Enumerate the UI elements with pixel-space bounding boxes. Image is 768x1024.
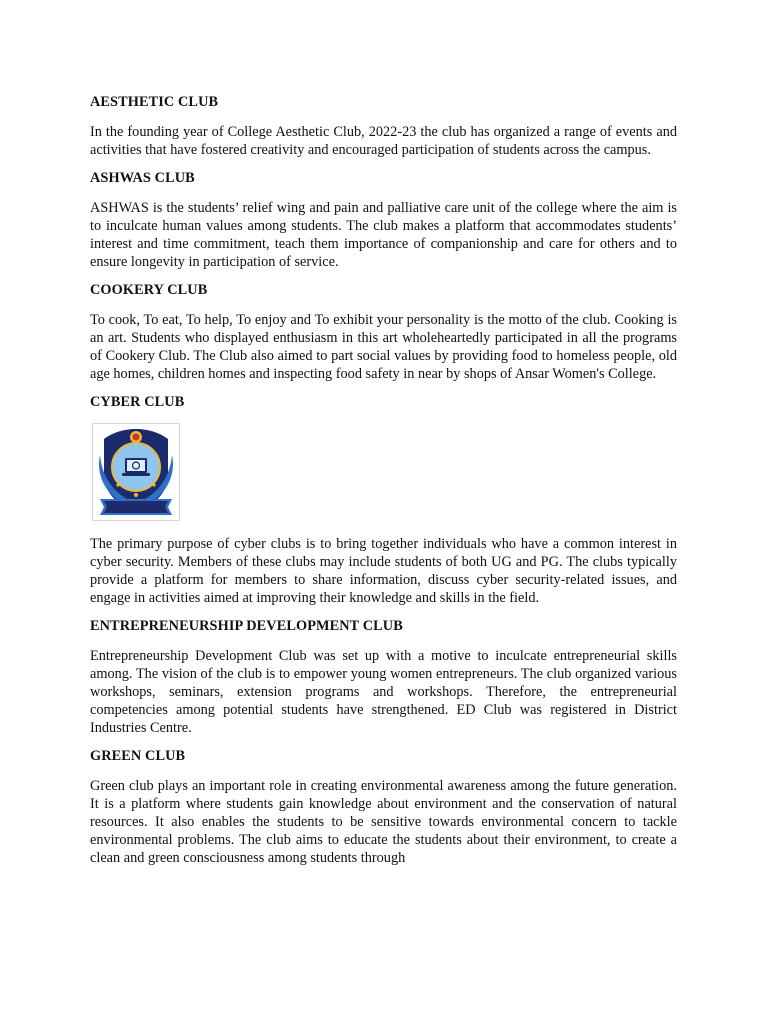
section-heading-entrepreneurship-development-club: ENTREPRENEURSHIP DEVELOPMENT CLUB xyxy=(90,618,403,634)
section-body-entrepreneurship-development-club: Entrepreneurship Development Club was set up with a motive to inculcate entrepreneurial skills among. The vision of the club is to empower young women entrepreneurs. The club organized various workshops, seminars, extension programs and workshops. Therefore, the entrepreneurial competencies among potential students have strengthened. ED Club was registered in District Industries Centre. xyxy=(90,648,677,736)
section-heading-ashwas-club: ASHWAS CLUB xyxy=(90,170,195,186)
section-heading-cyber-club: CYBER CLUB xyxy=(90,394,185,410)
cyber-club-logo xyxy=(92,423,180,521)
document-page xyxy=(90,94,677,878)
section-heading-green-club: GREEN CLUB xyxy=(90,748,186,764)
section-heading-cookery-club: COOKERY CLUB xyxy=(90,282,208,298)
section-body-aesthetic-club: In the founding year of College Aesthetic Club, 2022-23 the club has organized a range of events and activities that have fostered creativity and encouraged participation of students across the campus. xyxy=(90,124,677,158)
cyber-club-emblem-icon xyxy=(94,425,178,519)
section-body-cyber-club: The primary purpose of cyber clubs is to bring together individuals who have a common interest in cyber security. Members of these clubs may include students of both UG and PG. The clubs typically provide a platform for members to share information, discuss cyber security-related issues, and engage in activities aimed at improving their knowledge and skills in the field. xyxy=(90,536,677,606)
section-body-cookery-club: To cook, To eat, To help, To enjoy and To exhibit your personality is the motto of the club. Cooking is an art. Students who displayed enthusiasm in this art wholeheartedly participated in all the programs of Cookery Club. The Club also aimed to part social values by providing food to homeless people, old age homes, children homes and inspecting food safety in near by shops of Ansar Women's College. xyxy=(90,312,677,382)
section-body-green-club: Green club plays an important role in creating environmental awareness among the future generation. It is a platform where students gain knowledge about environment and the conservation of natural resources. It also enables the students to be sensitive towards environmental concern to tackle environmental problems. The club aims to educate the students about their environment, to create a clean and green consciousness among students through xyxy=(90,778,677,866)
section-heading-aesthetic-club: AESTHETIC CLUB xyxy=(90,94,219,110)
section-body-ashwas-club: ASHWAS is the students’ relief wing and pain and palliative care unit of the college where the aim is to inculcate human values among students. The club makes a platform that accommodates students’ interest and time commitment, teach them importance of companionship and care for others and to ensure longevity in participation of service. xyxy=(90,200,677,270)
